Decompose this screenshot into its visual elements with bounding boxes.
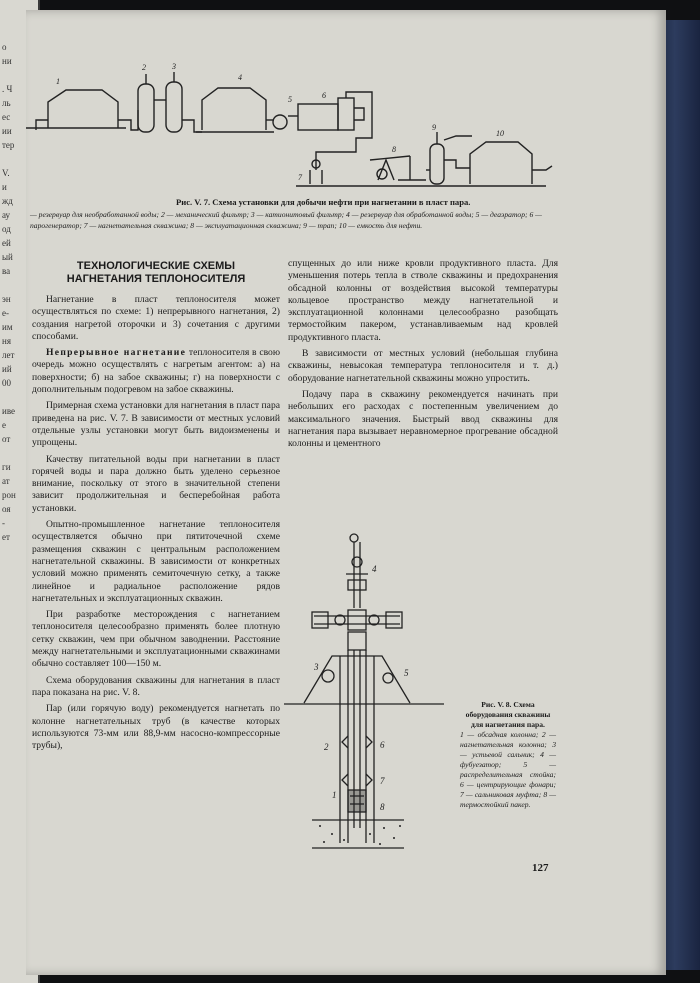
paragraph: Нагнетание в пласт теплоносителя может осуществляться по схеме: 1) непрерывного нагнетания, 2) создания нагретой оторочки и 3) сочетания с другими способами. <box>32 294 280 342</box>
figure-8-title: Рис. V. 8. Схема оборудования скважины для нагнетания пара. <box>465 700 551 729</box>
facing-page-fragment: жд <box>2 196 13 206</box>
facing-page-fragment: ау <box>2 210 11 220</box>
facing-page-fragment: 00 <box>2 378 11 388</box>
facing-page-fragment: ги <box>2 462 11 472</box>
paragraph: Качеству питательной воды при нагнетании в пласт горячей воды и пара должно быть уделено серьезное внимание, поскольку от этого в значительной степени зависит продолжительная и бесперебойная работа установки. <box>32 453 280 514</box>
page-number: 127 <box>532 862 549 874</box>
facing-page-fragment: ый <box>2 252 13 262</box>
paragraph: Пар (или горячую воду) рекомендуется нагнетать по колонне нагнетательных труб (в качестве которых используются 73-мм или 88,9-мм насосно-компрессорные трубы), <box>32 703 280 752</box>
fig7-label-9: 9 <box>432 123 436 132</box>
fig7-label-1: 1 <box>56 77 60 86</box>
facing-page-fragment: ет <box>2 532 10 542</box>
emphasis-term: Непрерывное нагнетание <box>46 347 187 359</box>
paragraph: Подачу пара в скважину рекомендуется начинать при небольших его расходах с постепенным увеличением до максимального значения. Быстрый ввод скважины для нагнетания пара вызывает неравномерное прогревание обсадной колонны и цементного <box>288 388 558 450</box>
right-column <box>288 258 558 454</box>
figure-8-caption <box>460 700 556 810</box>
facing-page-fragment: ес <box>2 112 11 122</box>
facing-page-fragment: ва <box>2 266 11 276</box>
facing-page-fragment: ни <box>2 56 12 66</box>
fig8-label-7: 7 <box>380 776 385 786</box>
fig8-label-1: 1 <box>332 790 337 800</box>
figure-7-legend: — резервуар для необработанной воды; 2 — механический фильтр; 3 — катионитовый фильтр; 4 — резервуар для обработанной воды; 5 — деаэратор; 6 — парогенератор; 7 — нагнетательная скважина; 8 — эксплуатационная скважина; 9 — трап; 10 — емкость для нефти. <box>30 210 542 230</box>
fig8-label-4: 4 <box>372 564 377 574</box>
facing-page-fragment: тер <box>2 140 15 150</box>
facing-page-fragment: от <box>2 434 11 444</box>
facing-page-fragment: иве <box>2 406 16 416</box>
figure-7-diagram <box>26 60 646 200</box>
section-heading-line-2: НАГНЕТАНИЯ ТЕПЛОНОСИТЕЛЯ <box>66 273 246 285</box>
fig7-label-8: 8 <box>392 145 396 154</box>
facing-page-fragment: од <box>2 224 11 234</box>
facing-page-fragment: оя <box>2 504 11 514</box>
facing-page-fragment: е <box>2 420 6 430</box>
facing-page-fragment: е- <box>2 308 9 318</box>
facing-page-fragment: ня <box>2 336 11 346</box>
fig7-label-3: 3 <box>172 62 176 71</box>
paragraph: Примерная схема установки для нагнетания в пласт пара приведена на рис. V. 7. В зависимости от местных условий отдельные узлы установки могут быть видоизменены и упрощены. <box>32 400 280 449</box>
facing-page-fragment: ии <box>2 126 12 136</box>
fig8-label-3: 3 <box>314 662 319 672</box>
facing-page-fragment: ль <box>2 98 11 108</box>
facing-page-fragment: лет <box>2 350 15 360</box>
fig8-label-2: 2 <box>324 742 329 752</box>
figure-8-legend: 1 — обсадная колонна; 2 — нагнетательная колонна; 3 — устьевой сальник; 4 — фубуезатор; 5 — распределительная стойка; 6 — центрирующие фонари; 7 — сальниковая муфта; 8 — термостойкий пакер. <box>460 730 556 809</box>
left-column <box>32 258 280 756</box>
paragraph: Схема оборудования скважины для нагнетания в пласт пара показана на рис. V. 8. <box>32 674 280 698</box>
fig8-label-6: 6 <box>380 740 385 750</box>
paragraph <box>32 347 280 396</box>
fig7-label-4: 4 <box>238 73 242 82</box>
section-heading <box>32 260 280 286</box>
paragraph: Опытно-промышленное нагнетание теплоносителя осуществляется обычно при пятиточечной схеме размещения скважин с центральным расположением нагнетательной скважины. В зависимости от конкретных условий можно применять семиточечную сетку, а также линейное и радиальное расположение рядов нагнетательных и эксплуатационных скважин. <box>32 519 280 604</box>
figure-8-diagram <box>284 528 479 853</box>
paragraph: В зависимости от местных условий (небольшая глубина скважины, невысокая температура теплоносителя и т. д.) оборудование нагнетательной скважины можно упростить. <box>288 348 558 384</box>
figure-7-caption: Рис. V. 7. Схема установки для добычи нефти при нагнетании в пласт пара. <box>176 197 471 207</box>
facing-page-fragment: ат <box>2 476 10 486</box>
facing-page-fragment: эн <box>2 294 11 304</box>
fig8-label-5: 5 <box>404 668 409 678</box>
paragraph: При разработке месторождения с нагнетанием теплоносителя целесообразно применять более плотную сетку скважин, чем при обычном заводнении. Расстояние между нагнетательными и эксплуатационными скважинами обычно составляет 100—150 м. <box>32 609 280 670</box>
facing-page-fragment: рон <box>2 490 16 500</box>
facing-page-fragment: . Ч <box>2 84 13 94</box>
facing-page-fragment: о <box>2 42 7 52</box>
facing-page-fragment: ей <box>2 238 11 248</box>
facing-page-fragment: им <box>2 322 13 332</box>
paragraph: спущенных до или ниже кровли продуктивного пласта. Для уменьшения потерь тепла в стволе скважины и предохранения обсадной колонны от воздействия высокой температуры кольцевое пространство между нагнетательной и эксплуатационной колоннами целесообразно разобщать термостойким пакером, устанавливаемым над кровлей продуктивного пласта. <box>288 258 558 343</box>
paragraph-text: теплоносителя в свою очередь можно осуществлять с нагретым агентом: а) на поверхности; б) на забое скважины; г) на поверхности с дополнительным подогревом на забое скважины. <box>32 347 281 396</box>
fig7-label-7: 7 <box>298 173 302 182</box>
fig7-label-6: 6 <box>322 91 326 100</box>
facing-page-fragment: V. <box>2 168 10 178</box>
facing-page-fragment: и <box>2 182 7 192</box>
facing-page-fragment: - <box>2 518 5 528</box>
facing-page-fragment: ий <box>2 364 12 374</box>
fig7-label-5: 5 <box>288 95 292 104</box>
fig8-label-8: 8 <box>380 802 385 812</box>
fig7-label-10: 10 <box>496 129 504 138</box>
book-page <box>26 10 666 975</box>
fig7-label-2: 2 <box>142 63 146 72</box>
section-heading-line-1: ТЕХНОЛОГИЧЕСКИЕ СХЕМЫ <box>76 260 236 272</box>
